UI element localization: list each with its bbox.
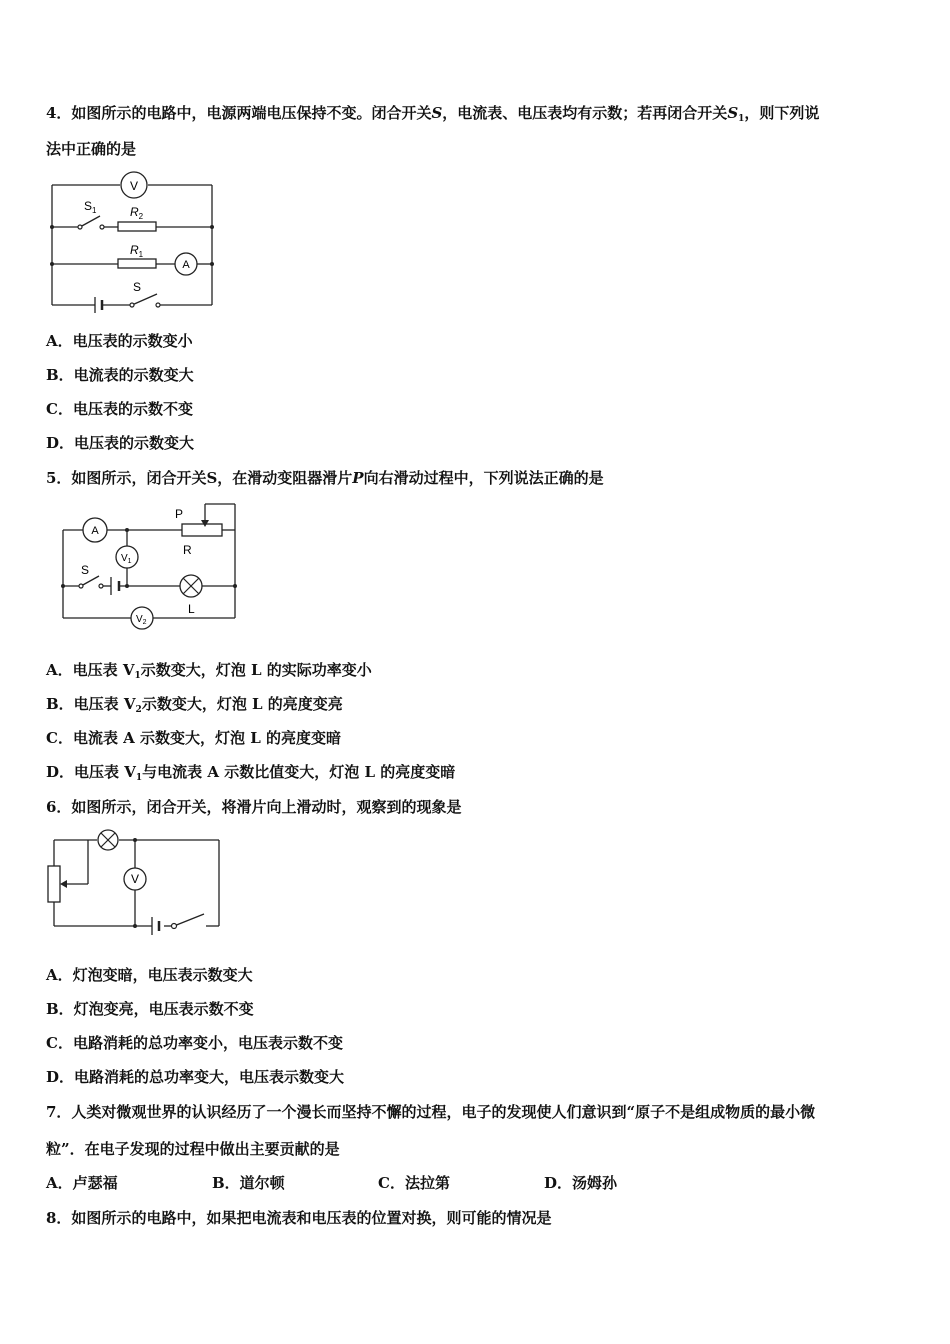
q4-r1-label: $R_1$ (130, 243, 144, 259)
q6-voltmeter-label: V (130, 872, 140, 886)
q5-option-b: B．电压表 $V_2$示数变大，灯泡 L 的亮度变亮 (46, 695, 343, 715)
q4-s1-label: $S_1$ (84, 199, 97, 215)
q6-stem: 6．如图所示，闭合开关，将滑片向上滑动时，观察到的现象是 (46, 798, 462, 816)
q6-circuit-diagram (44, 826, 229, 941)
q6-option-d: D．电路消耗的总功率变大，电压表示数变大 (46, 1068, 345, 1086)
q6-option-c: C．电路消耗的总功率变小，电压表示数不变 (46, 1034, 343, 1052)
q7-option-a: A．卢瑟福 (46, 1174, 118, 1192)
q4-r2-label: $R_2$ (130, 205, 144, 221)
q5-option-a: A．电压表 $V_1$示数变大，灯泡 L 的实际功率变小 (46, 661, 372, 681)
q5-circuit-diagram (55, 498, 245, 638)
q6-option-b: B．灯泡变亮，电压表示数不变 (46, 1000, 254, 1018)
q8-stem: 8．如图所示的电路中，如果把电流表和电压表的位置对换，则可能的情况是 (46, 1209, 552, 1227)
q4-stem-line1: 4．如图所示的电路中，电源两端电压保持不变。闭合开关S，电流表、电压表均有示数；若再闭合开关$S_1$，则下列说 (46, 104, 820, 124)
q5-v1-label: $V_1$ (121, 553, 132, 565)
q7-stem-line2: 粒”．在电子发现的过程中做出主要贡献的是 (46, 1140, 340, 1158)
q7-option-b: B．道尔顿 (212, 1174, 285, 1192)
q5-v2-label: $V_2$ (136, 614, 147, 626)
q5-option-d: D．电压表 $V_1$与电流表 A 示数比值变大，灯泡 L 的亮度变暗 (46, 763, 456, 783)
q6-option-a: A．灯泡变暗，电压表示数变大 (46, 966, 253, 984)
q5-switch-label: S (81, 563, 90, 577)
q5-lamp-label: L (188, 602, 195, 616)
q5-option-c: C．电流表 A 示数变大，灯泡 L 的亮度变暗 (46, 729, 342, 747)
q4-s-label: S (133, 280, 142, 294)
q5-slider-label: P (175, 507, 184, 521)
q4-circuit-diagram (40, 168, 230, 313)
q5-rheostat-label: R (183, 543, 192, 557)
q7-options (46, 1173, 617, 1193)
q5-stem: 5．如图所示，闭合开关S，在滑动变阻器滑片P向右滑动过程中，下列说法正确的是 (46, 469, 604, 487)
q4-option-d: D．电压表的示数变大 (46, 434, 195, 452)
q4-ammeter-label: A (182, 259, 190, 271)
q4-option-c: C．电压表的示数不变 (46, 400, 193, 418)
q7-option-d: D．汤姆孙 (544, 1174, 618, 1192)
q4-voltmeter-label: V (129, 179, 139, 193)
q7-stem-line1: 7．人类对微观世界的认识经历了一个漫长而坚持不懈的过程，电子的发现使人们意识到“原子不是组成物质的最小微 (46, 1103, 816, 1121)
q5-ammeter-label: A (91, 525, 99, 537)
q7-option-c: C．法拉第 (378, 1174, 450, 1192)
q4-option-a: A．电压表的示数变小 (46, 332, 193, 350)
q4-option-b: B．电流表的示数变大 (46, 366, 194, 384)
q4-stem-line2: 法中正确的是 (46, 140, 137, 158)
